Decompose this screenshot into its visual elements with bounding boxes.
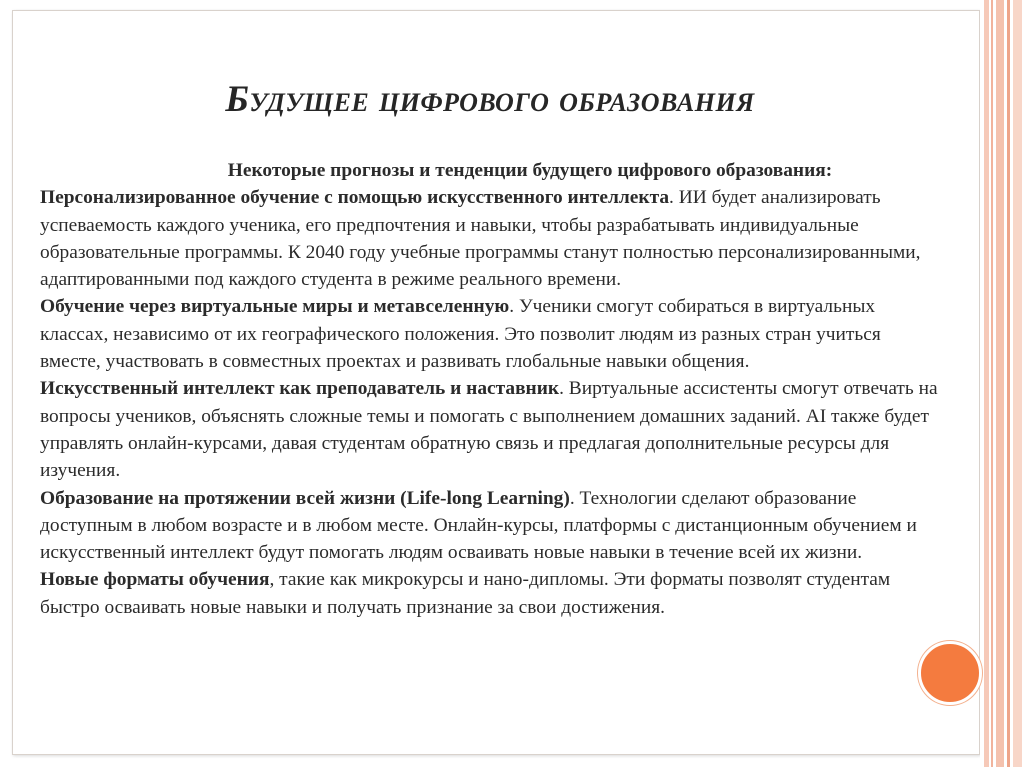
decorative-stripes (980, 0, 1024, 767)
paragraph-text: , такие как микрокурсы и нано-дипломы. Эти форматы позволят студентам быстро осваивать новые навыки и получать признание за свои достижения. (40, 569, 891, 618)
paragraph-heading: Персонализированное обучение с помощью искусственного интеллекта (40, 187, 670, 209)
paragraph-text: . Технологии сделают образование доступным в любом возрасте и в любом месте. Онлайн-курсы, платформы с дистанционным обучением и искусственный интеллект будут помогать людям осваивать новые навыки в течение всей их жизни. (40, 487, 917, 564)
decorative-orange-circle (918, 641, 982, 705)
slide-content (40, 157, 940, 621)
paragraph-ai-teacher (40, 375, 940, 484)
paragraph-heading: Искусственный интеллект как преподаватель и наставник (40, 378, 560, 400)
paragraph-new-formats (40, 566, 940, 621)
paragraph-text: . Ученики смогут собираться в виртуальных классах, независимо от их географического положения. Это позволит людям из разных стран учиться вместе, участвовать в совместных проектах и развивать глобальные навыки общения. (40, 296, 881, 373)
slide-title: Будущее цифрового образования (225, 79, 755, 120)
paragraph-virtual-worlds (40, 293, 940, 375)
stripe (991, 0, 993, 767)
paragraph-personalized-learning (40, 184, 940, 293)
paragraph-text: . Виртуальные ассистенты смогут отвечать на вопросы учеников, объяснять сложные темы и помогать с выполнением домашних заданий. AI также будет управлять онлайн-курсами, давая студентам обратную связь и предлагая дополнительные ресурсы для изучения. (40, 378, 938, 482)
paragraph-lifelong-learning (40, 485, 940, 567)
stripe (996, 0, 1004, 767)
paragraph-heading: Обучение через виртуальные миры и метавселенную (40, 296, 510, 318)
stripe (984, 0, 989, 767)
paragraph-heading: Новые форматы обучения (40, 569, 270, 591)
paragraph-heading: Образование на протяжении всей жизни (Life-long Learning) (40, 487, 570, 509)
stripe (1007, 0, 1010, 767)
paragraph-text: . ИИ будет анализировать успеваемость каждого ученика, его предпочтения и навыки, чтобы разрабатывать индивидуальные образовательные программы. К 2040 году учебные программы станут полностью персонализированными, адаптированными под каждого студента в режиме реального времени. (40, 187, 921, 291)
stripe (1013, 0, 1022, 767)
intro-line: Некоторые прогнозы и тенденции будущего цифрового образования: (227, 160, 833, 181)
